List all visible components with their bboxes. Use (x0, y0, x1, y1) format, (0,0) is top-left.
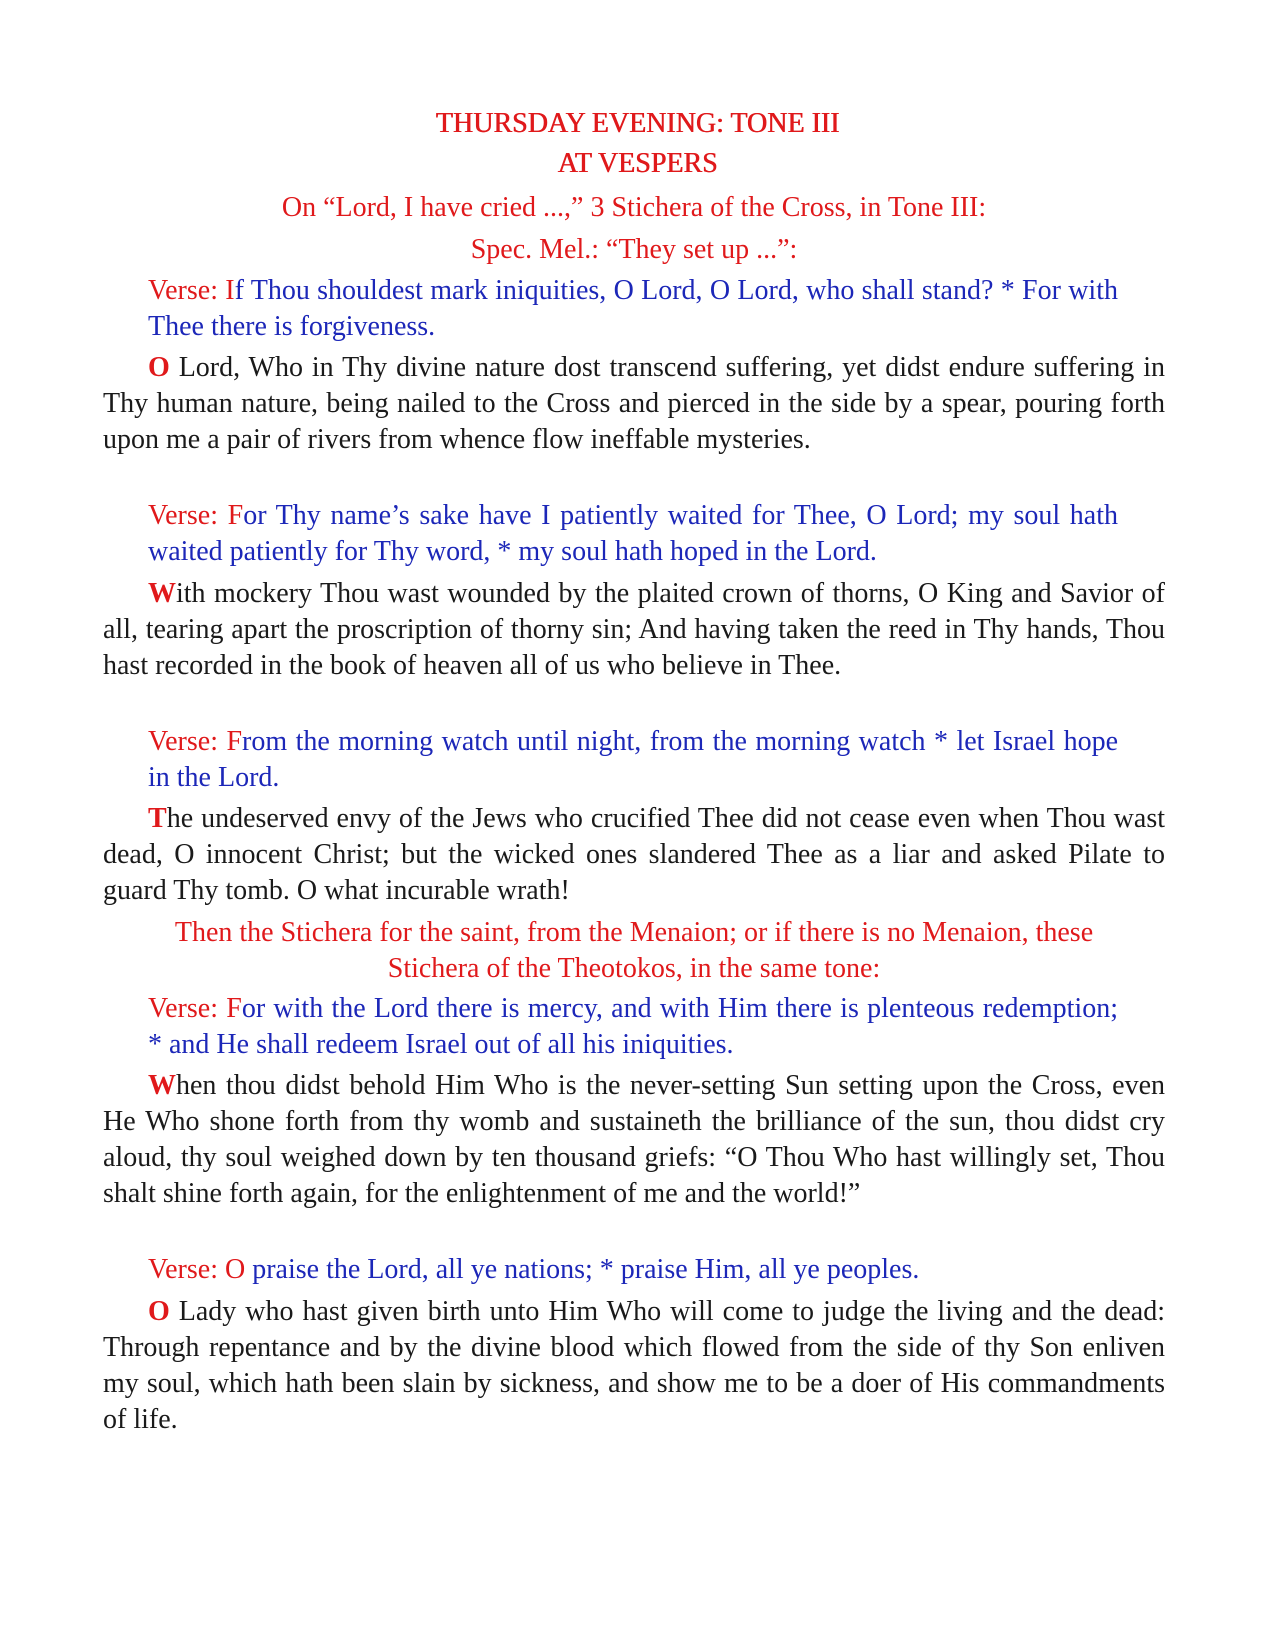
verse-label: Verse: (148, 993, 227, 1024)
verse (148, 724, 1118, 796)
rubric-line: On “Lord, I have cried ...,” 3 Stichera of the Cross, in Tone III: (281, 192, 987, 223)
sticheron (103, 350, 1165, 458)
rubric-line: Then the Stichera for the saint, from the Menaion; or if there is no Menaion, these (174, 917, 1094, 948)
sticheron-text: Lord, Who in Thy divine nature dost transcend suffering, yet didst endure suffering in Thy human nature, being nailed to the Cross and pierced in the side by a spear, pouring forth upon me a pair of rivers from whence flow ineffable mysteries. (103, 352, 1165, 455)
verse-label: Verse: (148, 275, 226, 306)
initial-letter: O (148, 352, 170, 383)
initial-letter: W (148, 578, 176, 609)
rubric-menaion (103, 914, 1165, 987)
sticheron-text: ith mockery Thou wast wounded by the plaited crown of thorns, O King and Savior of all, tearing apart the proscription of thorny sin; And having taken the reed in Thy hands, Thou hast recorded in the book of heaven all of us who believe in Thee. (103, 578, 1165, 681)
verse-label: Verse: (148, 726, 227, 757)
sticheron (103, 1294, 1165, 1438)
verse-label: Verse: (148, 500, 228, 531)
verse-text: rom the morning watch until night, from the morning watch * let Israel hope in the Lord. (148, 726, 1118, 793)
verse-initial: I (225, 275, 235, 306)
sticheron (103, 1068, 1165, 1212)
heading-subtitle: AT VESPERS (557, 148, 718, 179)
sticheron-text: hen thou didst behold Him Who is the never-setting Sun setting upon the Cross, even He Who shone forth from thy womb and sustaineth the brilliance of the sun, thou didst cry aloud, thy soul weighed down by ten thousand griefs: “O Thou Who hast willingly set, Thou shalt shine forth again, for the enlightenment of me and the world!” (103, 1070, 1165, 1209)
sticheron (103, 801, 1165, 909)
sticheron-text: Lady who hast given birth unto Him Who will come to judge the living and the dead: Through repentance and by the divine blood which flowed from the side of thy Son enliven my soul, which hath been slain by sickness, and show me to be a doer of His commandments of life. (103, 1296, 1165, 1435)
verse-text: f Thou shouldest mark iniquities, O Lord, O Lord, who shall stand? * For with Thee there is forgiveness. (148, 275, 1118, 342)
initial-letter: O (148, 1296, 170, 1327)
verse-initial: F (226, 993, 242, 1024)
verse-text: praise the Lord, all ye nations; * praise Him, all ye peoples. (245, 1254, 920, 1285)
verse (148, 991, 1118, 1063)
initial-letter: T (148, 803, 167, 834)
rubric-line: Stichera of the Theotokos, in the same tone: (387, 953, 881, 984)
verse-initial: F (226, 726, 243, 757)
verse-initial: F (227, 500, 244, 531)
verse (148, 273, 1118, 345)
heading-title: THURSDAY EVENING: TONE III (435, 108, 840, 139)
initial-letter: W (148, 1070, 176, 1101)
verse-label: Verse: (148, 1254, 225, 1285)
rubric-line: Spec. Mel.: “They set up ...”: (470, 234, 798, 265)
rubric-lord-i-have-cried (103, 189, 1165, 268)
verse (148, 1252, 1118, 1288)
verse-text: or Thy name’s sake have I patiently waited for Thee, O Lord; my soul hath waited patiently for Thy word, * my soul hath hoped in the Lord. (148, 500, 1118, 567)
verse (148, 498, 1118, 570)
verse-initial: O (224, 1254, 246, 1285)
sticheron (103, 576, 1165, 684)
sticheron-text: he undeserved envy of the Jews who crucified Thee did not cease even when Thou wast dead, O innocent Christ; but the wicked ones slandered Thee as a liar and asked Pilate to guard Thy tomb. O what incurable wrath! (103, 803, 1165, 906)
verse-text: or with the Lord there is mercy, and with Him there is plenteous redemption; * and He shall redeem Israel out of all his iniquities. (148, 993, 1118, 1060)
